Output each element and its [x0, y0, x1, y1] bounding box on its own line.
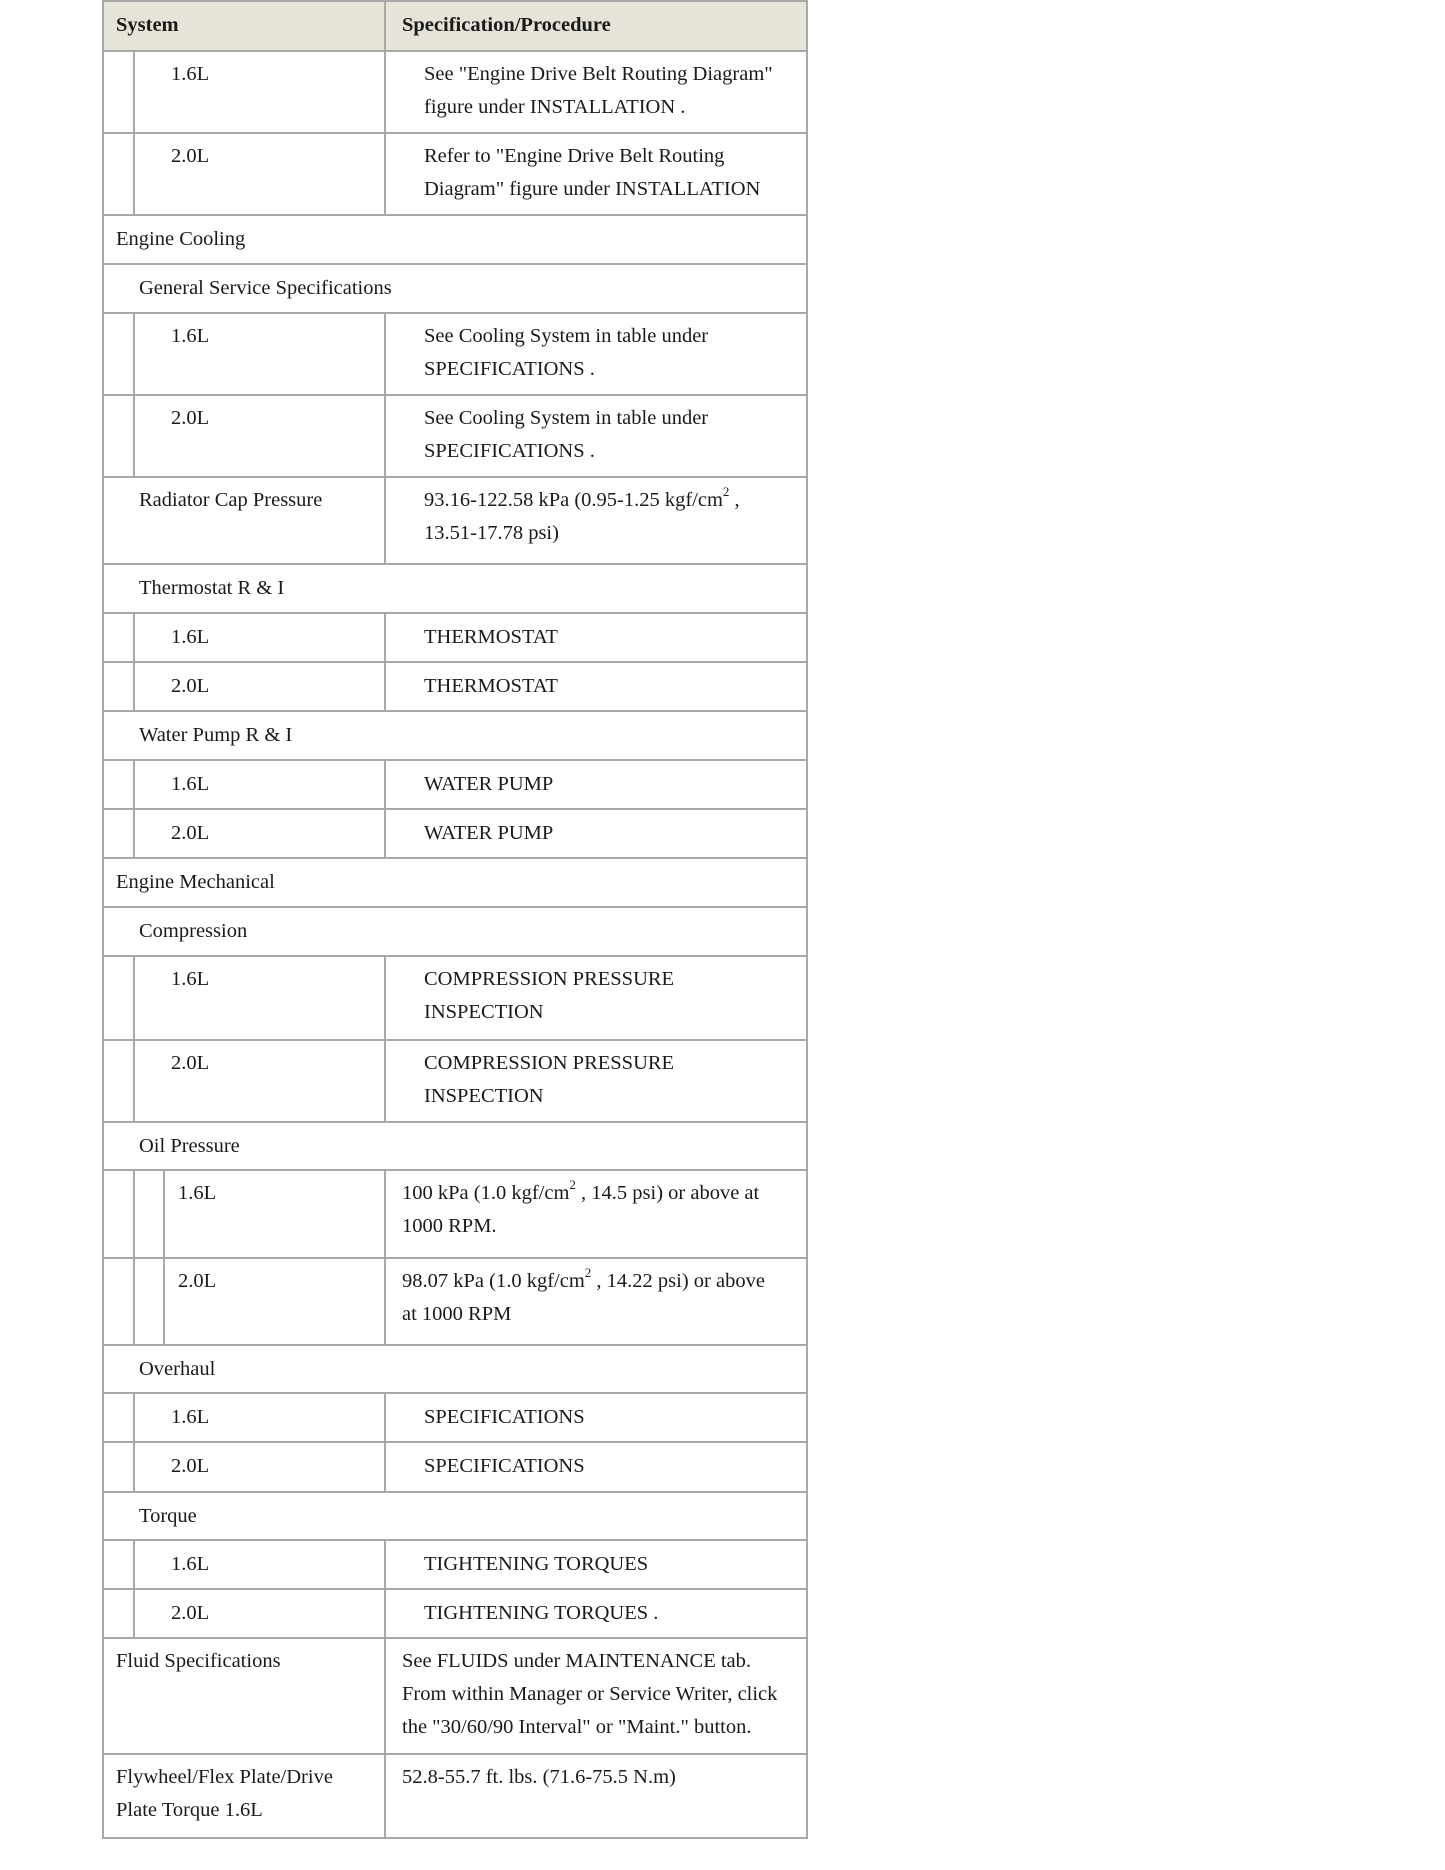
system-cell: 1.6L: [171, 968, 210, 990]
indent-divider: [133, 663, 135, 710]
system-cell: 1.6L: [171, 1553, 210, 1575]
system-cell: 2.0L: [178, 1270, 217, 1292]
system-cell: 2.0L: [171, 1052, 210, 1074]
system-cell: Flywheel/Flex Plate/Drive Plate Torque 1.6L: [116, 1766, 333, 1821]
column-divider: [384, 1639, 386, 1753]
indent-divider: [133, 761, 135, 808]
column-divider: [384, 2, 386, 50]
header-spec: Specification/Procedure: [402, 14, 611, 36]
indent-divider: [133, 314, 135, 394]
table-row: [104, 50, 806, 132]
table-row: [104, 132, 806, 214]
indent-divider: [133, 957, 135, 1039]
spec-cell: COMPRESSION PRESSURE INSPECTION: [424, 968, 675, 1023]
table-row: [104, 1491, 806, 1539]
system-cell: 1.6L: [171, 1406, 210, 1428]
table-row: [104, 612, 806, 661]
system-cell: Compression: [139, 920, 248, 942]
indent-divider: [133, 52, 135, 132]
indent-divider: [133, 810, 135, 857]
column-divider: [384, 761, 386, 808]
spec-cell: WATER PUMP: [424, 773, 554, 795]
superscript: 2: [569, 1177, 576, 1193]
column-divider: [384, 810, 386, 857]
header-system: System: [116, 14, 179, 36]
system-cell: General Service Specifications: [139, 277, 392, 299]
table-row: [104, 394, 806, 476]
indent-divider: [163, 1259, 165, 1344]
superscript: 2: [584, 1265, 592, 1281]
system-cell: 1.6L: [171, 626, 210, 648]
table-row: [104, 1539, 806, 1588]
table-row: [104, 476, 806, 563]
spec-cell: TIGHTENING TORQUES .: [424, 1602, 659, 1624]
system-cell: Torque: [139, 1505, 197, 1527]
system-cell: Overhaul: [139, 1358, 216, 1380]
column-divider: [384, 1443, 386, 1491]
indent-divider: [163, 1171, 165, 1257]
column-divider: [384, 396, 386, 476]
system-cell: Thermostat R & I: [139, 577, 285, 599]
table-row: [104, 661, 806, 710]
spec-cell: 93.16-122.58 kPa (0.95-1.25 kgf/$cm^2$ , 13.51-17.78 psi): [424, 484, 740, 544]
system-cell: 2.0L: [171, 675, 210, 697]
system-cell: 1.6L: [171, 325, 210, 347]
system-cell: Engine Cooling: [116, 228, 246, 250]
table-row: [104, 1039, 806, 1121]
spec-cell: SPECIFICATIONS: [424, 1455, 585, 1477]
table-row: [104, 955, 806, 1039]
system-cell: 2.0L: [171, 822, 210, 844]
indent-divider: [133, 1041, 135, 1121]
system-cell: 1.6L: [171, 773, 210, 795]
column-divider: [384, 663, 386, 710]
spec-cell: See "Engine Drive Belt Routing Diagram" figure under INSTALLATION .: [424, 63, 773, 118]
specifications-table: [102, 0, 808, 1839]
indent-divider: [133, 1259, 135, 1344]
table-row: [104, 214, 806, 263]
table-row: [104, 1392, 806, 1441]
spec-cell: Refer to "Engine Drive Belt Routing Diagram" figure under INSTALLATION: [424, 145, 761, 200]
table-row: [104, 1588, 806, 1637]
column-divider: [384, 52, 386, 132]
spec-cell: COMPRESSION PRESSURE INSPECTION: [424, 1052, 675, 1107]
table-row: [104, 759, 806, 808]
column-divider: [384, 957, 386, 1039]
spec-cell: 52.8-55.7 ft. lbs. (71.6-75.5 N.m): [402, 1766, 676, 1788]
system-cell: 1.6L: [171, 63, 210, 85]
table-row: [104, 710, 806, 759]
column-divider: [384, 314, 386, 394]
indent-divider: [133, 1443, 135, 1491]
table-row: [104, 1121, 806, 1169]
table-row: [104, 1257, 806, 1344]
column-divider: [384, 478, 386, 563]
table-row: [104, 808, 806, 857]
table-row: [104, 1753, 806, 1839]
column-divider: [384, 1541, 386, 1588]
table-row: [104, 563, 806, 612]
column-divider: [384, 1259, 386, 1344]
system-cell: 2.0L: [171, 145, 210, 167]
column-divider: [384, 1394, 386, 1441]
column-divider: [384, 1171, 386, 1257]
table-row: [104, 1637, 806, 1753]
table-row: [104, 1441, 806, 1491]
column-divider: [384, 1041, 386, 1121]
spec-cell: SPECIFICATIONS: [424, 1406, 585, 1428]
column-divider: [384, 1590, 386, 1637]
indent-divider: [133, 396, 135, 476]
table-row: [104, 312, 806, 394]
indent-divider: [133, 134, 135, 214]
indent-divider: [133, 1171, 135, 1257]
indent-divider: [133, 1394, 135, 1441]
column-divider: [384, 1755, 386, 1839]
system-cell: Fluid Specifications: [116, 1650, 281, 1672]
system-cell: Water Pump R & I: [139, 724, 293, 746]
system-cell: 1.6L: [178, 1182, 217, 1204]
system-cell: 2.0L: [171, 1602, 210, 1624]
indent-divider: [133, 1590, 135, 1637]
system-cell: Engine Mechanical: [116, 871, 275, 893]
system-cell: Radiator Cap Pressure: [139, 489, 323, 511]
indent-divider: [133, 1541, 135, 1588]
table-row: [104, 906, 806, 955]
column-divider: [384, 614, 386, 661]
spec-cell: TIGHTENING TORQUES: [424, 1553, 649, 1575]
column-divider: [384, 134, 386, 214]
spec-cell: 98.07 kPa (1.0 kgf/$cm^2$ , 14.22 psi) or above at 1000 RPM: [402, 1265, 765, 1325]
table-row: [104, 263, 806, 312]
table-row: [104, 1344, 806, 1392]
spec-cell: THERMOSTAT: [424, 626, 558, 648]
spec-cell: See FLUIDS under MAINTENANCE tab. From within Manager or Service Writer, click the "30/60/90 Interval" or "Maint." button.: [402, 1650, 778, 1738]
superscript: 2: [722, 484, 730, 500]
table-header-row: [104, 0, 806, 50]
spec-cell: THERMOSTAT: [424, 675, 558, 697]
spec-cell: See Cooling System in table under SPECIFICATIONS .: [424, 325, 709, 380]
table-row: [104, 1169, 806, 1257]
indent-divider: [133, 614, 135, 661]
spec-cell: See Cooling System in table under SPECIFICATIONS .: [424, 407, 709, 462]
spec-cell: 100 kPa (1.0 kgf/$cm^2$ , 14.5 psi) or above at 1000 RPM.: [402, 1177, 760, 1237]
table-row: [104, 857, 806, 906]
system-cell: Oil Pressure: [139, 1135, 240, 1157]
spec-cell: WATER PUMP: [424, 822, 554, 844]
system-cell: 2.0L: [171, 1455, 210, 1477]
system-cell: 2.0L: [171, 407, 210, 429]
